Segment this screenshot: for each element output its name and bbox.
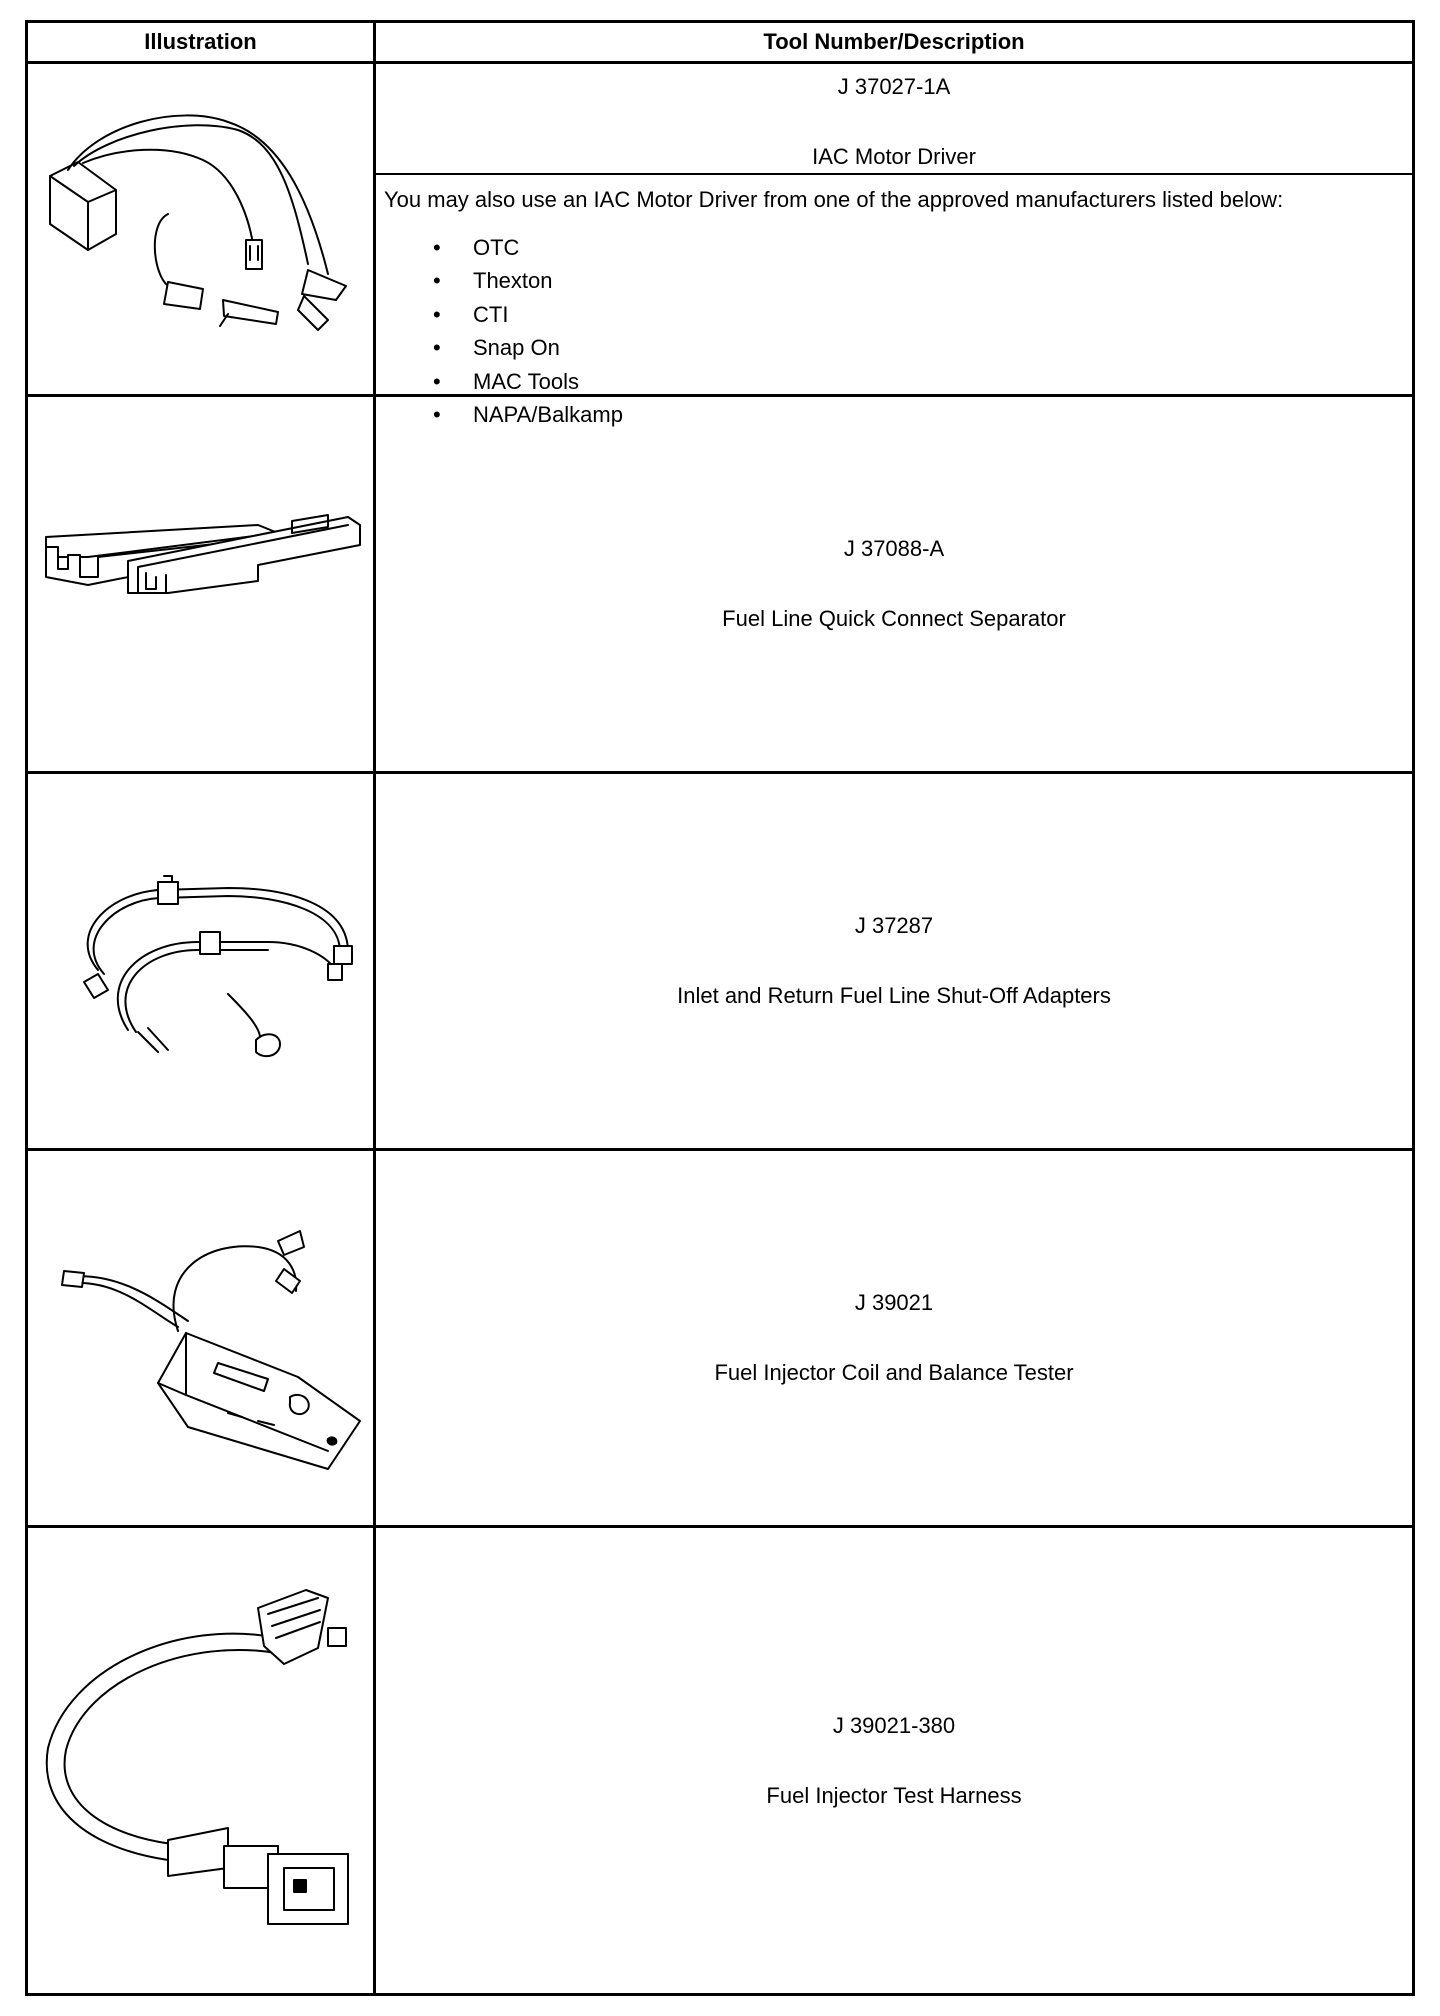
list-item: • MAC Tools bbox=[376, 365, 623, 398]
tool-name: Fuel Line Quick Connect Separator bbox=[722, 606, 1066, 631]
test-harness-illustration bbox=[28, 1528, 373, 1993]
tool-name: IAC Motor Driver bbox=[812, 144, 976, 169]
header-tool-description: Tool Number/Description bbox=[763, 29, 1025, 54]
tool-number: J 37088-A bbox=[843, 536, 945, 561]
description-cell bbox=[376, 1151, 1412, 1525]
iac-motor-driver-illustration bbox=[28, 64, 373, 394]
list-item: • Thexton bbox=[376, 264, 623, 297]
quick-connect-separator-illustration bbox=[28, 397, 373, 771]
table-row bbox=[28, 1151, 1412, 1528]
shut-off-adapters-illustration bbox=[28, 774, 373, 1148]
description-cell bbox=[376, 1528, 1412, 1993]
illustration-cell bbox=[28, 1528, 376, 1993]
tool-name: Fuel Injector Coil and Balance Tester bbox=[714, 1360, 1074, 1385]
tool-number: J 39021 bbox=[854, 1290, 934, 1315]
table-row bbox=[28, 774, 1412, 1151]
illustration-cell bbox=[28, 64, 376, 394]
list-item: • NAPA/Balkamp bbox=[376, 398, 623, 431]
injector-tester-illustration bbox=[28, 1151, 373, 1525]
manufacturer-note: You may also use an IAC Motor Driver from one of the approved manufacturers listed below: bbox=[384, 187, 1284, 212]
description-cell bbox=[376, 774, 1412, 1148]
illustration-cell bbox=[28, 774, 376, 1148]
list-item: • Snap On bbox=[376, 331, 623, 364]
tool-number: J 37027-1A bbox=[837, 74, 951, 99]
table-row bbox=[28, 1528, 1412, 1993]
tool-number: J 37287 bbox=[854, 913, 934, 938]
header-illustration: Illustration bbox=[28, 23, 376, 61]
list-item: • CTI bbox=[376, 298, 623, 331]
table-header-row bbox=[28, 23, 1412, 64]
tool-name: Fuel Injector Test Harness bbox=[766, 1782, 1022, 1808]
list-item: • OTC bbox=[376, 231, 623, 264]
tool-number: J 39021-380 bbox=[832, 1712, 956, 1738]
table-row bbox=[28, 64, 1412, 427]
illustration-cell bbox=[28, 1151, 376, 1525]
description-cell bbox=[376, 64, 1412, 427]
tool-table bbox=[25, 20, 1415, 1996]
tool-name: Inlet and Return Fuel Line Shut-Off Adapters bbox=[677, 983, 1111, 1008]
description-cell bbox=[376, 397, 1412, 771]
illustration-cell bbox=[28, 397, 376, 771]
table-row bbox=[28, 397, 1412, 774]
